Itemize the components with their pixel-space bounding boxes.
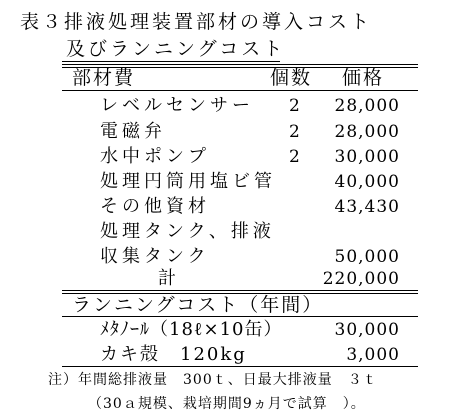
row-price: 28,000 xyxy=(334,96,400,116)
row-price: 40,000 xyxy=(334,172,400,192)
running-cost-header: ランニングコスト（年間） xyxy=(72,294,324,316)
row-name: 水中ポンプ xyxy=(100,146,210,167)
header-qty: 個数 xyxy=(270,67,313,89)
total-label: 計 xyxy=(158,268,180,289)
row-name: 電磁弁 xyxy=(100,121,166,142)
row-qty: 2 xyxy=(289,122,300,142)
row-name: 処理タンク、排液 xyxy=(100,221,275,242)
running-row-name: ﾒﾀﾉｰﾙ（18ℓ×10缶） xyxy=(100,319,283,340)
row-qty: 2 xyxy=(289,96,300,116)
row-price: 30,000 xyxy=(334,147,400,167)
header-rule xyxy=(62,90,418,91)
running-header-rule xyxy=(62,316,418,317)
running-row-price: 3,000 xyxy=(346,345,400,365)
running-row-price: 30,000 xyxy=(334,320,400,340)
mid-rule-1 xyxy=(62,290,418,291)
table-title-line2: 及びランニングコスト xyxy=(66,38,286,60)
running-row-name: カキ殻 120kg xyxy=(100,344,247,365)
row-name: レベルセンサー xyxy=(100,95,254,116)
row-price: 50,000 xyxy=(334,247,400,267)
row-name: その他資材 xyxy=(100,196,210,217)
total-price: 220,000 xyxy=(322,269,400,289)
row-price: 43,430 xyxy=(334,197,400,217)
footnote-line2: （30ａ規模、栽培期間9ヵ月で試算 ）。 xyxy=(88,396,366,412)
header-price: 価格 xyxy=(342,67,385,89)
footnote-line1: 注）年間総排液量 300ｔ、日最大排液量 ３ｔ xyxy=(48,372,378,388)
header-item: 部材費 xyxy=(72,67,136,89)
title-underline xyxy=(62,61,280,62)
table-title-line1: 表３排液処理装置部材の導入コスト xyxy=(20,11,373,33)
row-name: 収集タンク xyxy=(100,246,210,267)
row-name: 処理円筒用塩ビ管 xyxy=(100,171,276,192)
row-qty: 2 xyxy=(289,147,300,167)
bottom-rule xyxy=(62,366,418,367)
top-rule-1 xyxy=(62,64,418,65)
row-price: 28,000 xyxy=(334,122,400,142)
